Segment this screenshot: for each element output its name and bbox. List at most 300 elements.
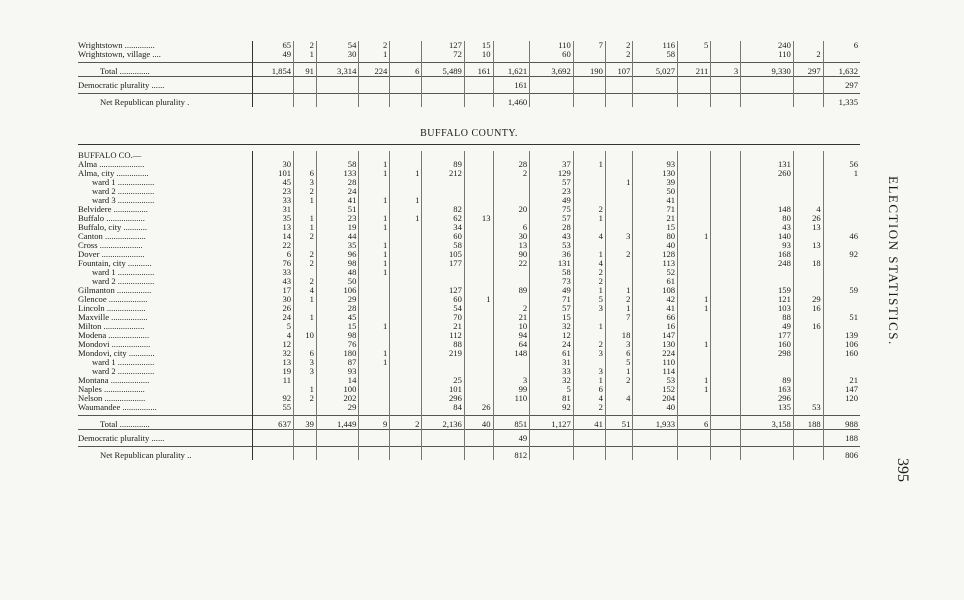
main-cell	[711, 403, 741, 412]
main-cell: 188	[823, 430, 860, 444]
main-cell	[793, 169, 823, 178]
main-cell: 13	[793, 241, 823, 250]
main-cell: 135	[741, 403, 794, 412]
main-cell: 130	[633, 340, 678, 349]
top-cell: 161	[493, 77, 530, 91]
main-cell: 16	[633, 322, 678, 331]
main-cell	[711, 349, 741, 358]
row-label: Total ..............	[78, 416, 252, 430]
main-cell	[294, 340, 317, 349]
main-cell: 41	[573, 416, 605, 430]
main-cell: 26	[793, 214, 823, 223]
main-cell	[793, 187, 823, 196]
table-row	[78, 169, 860, 178]
main-cell: 34	[422, 223, 464, 232]
top-cell	[711, 94, 741, 108]
side-title: ELECTION STATISTICS.	[886, 176, 901, 346]
main-cell	[390, 160, 422, 169]
main-cell: 45	[252, 178, 293, 187]
main-cell: 41	[633, 196, 678, 205]
main-cell	[741, 151, 794, 160]
main-cell	[493, 367, 530, 376]
main-cell: 49	[741, 322, 794, 331]
top-cell	[359, 94, 390, 108]
main-cell	[678, 151, 711, 160]
main-cell	[464, 313, 493, 322]
top-cell	[390, 50, 422, 59]
main-cell: 18	[605, 331, 633, 340]
main-cell: 75	[530, 205, 574, 214]
main-cell	[793, 196, 823, 205]
main-cell	[493, 196, 530, 205]
main-cell: 10	[493, 322, 530, 331]
top-cell: 6	[390, 63, 422, 77]
main-cell	[605, 277, 633, 286]
main-cell	[605, 187, 633, 196]
main-cell: 53	[793, 403, 823, 412]
main-cell	[711, 214, 741, 223]
main-cell: 81	[530, 394, 574, 403]
top-cell	[711, 41, 741, 50]
main-cell: 5	[605, 358, 633, 367]
main-cell: 29	[316, 403, 358, 412]
main-cell	[711, 160, 741, 169]
main-cell: 105	[422, 250, 464, 259]
main-cell	[464, 322, 493, 331]
main-cell	[633, 151, 678, 160]
main-cell	[711, 394, 741, 403]
main-cell	[823, 196, 860, 205]
main-cell	[530, 447, 574, 461]
main-cell	[573, 430, 605, 444]
top-cell	[530, 77, 574, 91]
main-cell: 159	[741, 286, 794, 295]
main-cell	[390, 241, 422, 250]
main-cell: 71	[530, 295, 574, 304]
main-cell: 3	[493, 376, 530, 385]
row-label: Dover ....................	[78, 250, 145, 259]
row-label: Modena ...................	[78, 331, 150, 340]
main-cell	[678, 178, 711, 187]
main-cell: 39	[294, 416, 317, 430]
main-cell: 3	[294, 367, 317, 376]
main-cell: 6	[605, 349, 633, 358]
main-cell	[678, 349, 711, 358]
main-cell	[793, 367, 823, 376]
main-cell: 80	[741, 214, 794, 223]
main-cell	[422, 178, 464, 187]
main-cell: 202	[316, 394, 358, 403]
main-cell: 11	[252, 376, 293, 385]
main-cell	[359, 205, 390, 214]
main-cell	[294, 447, 317, 461]
top-cell	[678, 50, 711, 59]
main-cell: 106	[823, 340, 860, 349]
main-cell: 13	[793, 223, 823, 232]
main-cell: 224	[633, 349, 678, 358]
main-cell: 57	[530, 214, 574, 223]
main-cell: 41	[316, 196, 358, 205]
main-cell	[793, 331, 823, 340]
main-cell	[823, 187, 860, 196]
main-cell	[605, 385, 633, 394]
top-cell	[711, 50, 741, 59]
main-cell	[390, 313, 422, 322]
main-cell: 12	[530, 331, 574, 340]
main-cell: 3	[573, 304, 605, 313]
table-row	[78, 232, 860, 241]
main-cell	[823, 259, 860, 268]
top-cell: 5,489	[422, 63, 464, 77]
main-cell: 14	[316, 376, 358, 385]
table-row	[78, 160, 860, 169]
main-cell: 106	[316, 286, 358, 295]
main-cell: 1	[294, 385, 317, 394]
main-cell	[252, 385, 293, 394]
row-label: Total ..............	[78, 63, 252, 77]
main-cell: 35	[252, 214, 293, 223]
main-cell	[678, 223, 711, 232]
main-cell	[464, 331, 493, 340]
main-cell: 57	[530, 178, 574, 187]
main-cell: 2	[605, 376, 633, 385]
table-row	[78, 304, 860, 313]
main-cell	[422, 277, 464, 286]
main-cell: 54	[422, 304, 464, 313]
main-cell	[390, 430, 422, 444]
main-cell	[823, 367, 860, 376]
row-label: Democratic plurality ......	[78, 430, 252, 444]
table-row	[78, 241, 860, 250]
table-row	[78, 94, 860, 108]
table-row	[78, 268, 860, 277]
top-cell	[252, 94, 293, 108]
main-cell: 1	[359, 250, 390, 259]
main-cell	[422, 187, 464, 196]
main-cell	[464, 286, 493, 295]
main-cell	[359, 232, 390, 241]
table-row	[78, 178, 860, 187]
main-cell: 15	[633, 223, 678, 232]
main-cell: 53	[633, 376, 678, 385]
main-cell: 5	[252, 322, 293, 331]
main-cell: 25	[422, 376, 464, 385]
table-row	[78, 394, 860, 403]
top-cell: 3	[711, 63, 741, 77]
main-cell: 2	[573, 340, 605, 349]
top-cell	[316, 94, 358, 108]
main-cell: 2	[573, 277, 605, 286]
main-cell: 2	[294, 187, 317, 196]
main-cell	[294, 304, 317, 313]
main-cell: 40	[633, 403, 678, 412]
main-cell: 1	[359, 268, 390, 277]
main-cell: 32	[252, 349, 293, 358]
main-cell	[605, 169, 633, 178]
main-cell	[741, 367, 794, 376]
main-cell: 3,158	[741, 416, 794, 430]
main-cell	[390, 268, 422, 277]
main-cell: 2	[294, 250, 317, 259]
main-cell: 298	[741, 349, 794, 358]
main-cell: 58	[530, 268, 574, 277]
main-cell: 56	[823, 160, 860, 169]
top-cell: 3,314	[316, 63, 358, 77]
main-cell: 296	[741, 394, 794, 403]
main-cell: 21	[633, 214, 678, 223]
main-cell: 80	[633, 232, 678, 241]
main-cell	[359, 447, 390, 461]
main-cell	[605, 214, 633, 223]
top-cell	[493, 41, 530, 50]
main-cell	[530, 151, 574, 160]
main-cell: 2	[573, 403, 605, 412]
main-cell	[390, 250, 422, 259]
main-cell	[605, 205, 633, 214]
main-cell: 1,449	[316, 416, 358, 430]
main-cell	[711, 178, 741, 187]
main-cell: 43	[530, 232, 574, 241]
main-cell	[493, 295, 530, 304]
main-cell	[711, 331, 741, 340]
main-cell: 101	[422, 385, 464, 394]
main-cell: 1	[573, 376, 605, 385]
main-cell: 84	[422, 403, 464, 412]
top-cell	[573, 94, 605, 108]
main-cell: 1	[359, 196, 390, 205]
main-cell	[464, 268, 493, 277]
main-cell: 61	[633, 277, 678, 286]
main-cell: 1	[359, 160, 390, 169]
main-cell	[464, 358, 493, 367]
main-cell	[390, 376, 422, 385]
main-cell: 177	[741, 331, 794, 340]
top-cell: 190	[573, 63, 605, 77]
main-cell: 49	[530, 286, 574, 295]
main-cell: 4	[252, 331, 293, 340]
main-cell: 89	[741, 376, 794, 385]
top-cell: 116	[633, 41, 678, 50]
main-cell	[464, 178, 493, 187]
main-cell: 140	[741, 232, 794, 241]
main-cell	[359, 367, 390, 376]
main-cell: 139	[823, 331, 860, 340]
main-cell	[390, 331, 422, 340]
top-cell: 2	[359, 41, 390, 50]
main-cell: 30	[252, 295, 293, 304]
main-cell: 15	[316, 322, 358, 331]
main-cell	[359, 385, 390, 394]
main-cell: 21	[493, 313, 530, 322]
top-cell: 224	[359, 63, 390, 77]
main-cell: 6	[294, 349, 317, 358]
section-title: BUFFALO COUNTY.	[420, 128, 518, 139]
main-cell: 5	[530, 385, 574, 394]
main-cell: 33	[530, 367, 574, 376]
main-cell: 71	[633, 205, 678, 214]
main-cell: 114	[633, 367, 678, 376]
main-cell	[605, 322, 633, 331]
main-cell: 147	[823, 385, 860, 394]
main-cell	[359, 403, 390, 412]
main-cell	[464, 169, 493, 178]
main-cell	[422, 358, 464, 367]
table-row	[78, 286, 860, 295]
main-cell: 1	[294, 223, 317, 232]
top-cell	[422, 94, 464, 108]
table-row	[78, 295, 860, 304]
main-cell	[678, 250, 711, 259]
main-cell: 1	[294, 313, 317, 322]
top-cell: 1,632	[823, 63, 860, 77]
main-cell	[633, 430, 678, 444]
main-cell	[294, 160, 317, 169]
main-cell: 62	[422, 214, 464, 223]
main-cell: 13	[493, 241, 530, 250]
table-row	[78, 313, 860, 322]
main-cell: 110	[493, 394, 530, 403]
main-cell: 1	[359, 241, 390, 250]
main-cell: 110	[633, 358, 678, 367]
main-cell: 1	[678, 304, 711, 313]
main-cell: 147	[633, 331, 678, 340]
main-cell	[252, 447, 293, 461]
main-cell: 19	[252, 367, 293, 376]
main-cell	[605, 223, 633, 232]
top-cell	[530, 94, 574, 108]
main-cell	[678, 313, 711, 322]
main-cell: 45	[316, 313, 358, 322]
top-cell	[823, 50, 860, 59]
main-cell: 46	[823, 232, 860, 241]
top-cell: 2	[605, 50, 633, 59]
main-cell	[464, 196, 493, 205]
main-cell	[823, 241, 860, 250]
main-cell: 66	[633, 313, 678, 322]
main-cell: 637	[252, 416, 293, 430]
top-cell	[294, 77, 317, 91]
main-cell	[422, 196, 464, 205]
table-row	[78, 63, 860, 77]
row-label: ward 2 .................	[92, 277, 155, 286]
main-cell	[359, 331, 390, 340]
main-cell	[422, 367, 464, 376]
main-cell: 48	[316, 268, 358, 277]
main-cell	[573, 169, 605, 178]
main-cell	[793, 250, 823, 259]
top-cell	[252, 77, 293, 91]
main-cell: 37	[530, 160, 574, 169]
table-row	[78, 349, 860, 358]
main-cell	[711, 313, 741, 322]
main-cell: 53	[530, 241, 574, 250]
main-cell	[294, 322, 317, 331]
table-row	[78, 250, 860, 259]
main-cell	[678, 160, 711, 169]
main-cell: 29	[316, 295, 358, 304]
table-row	[78, 50, 860, 59]
main-cell: 148	[493, 349, 530, 358]
main-cell: 92	[252, 394, 293, 403]
main-cell	[605, 403, 633, 412]
main-cell: 108	[633, 286, 678, 295]
main-cell	[252, 430, 293, 444]
main-cell	[390, 223, 422, 232]
main-cell	[359, 151, 390, 160]
page-number: 395	[894, 458, 911, 482]
main-cell: 3	[605, 232, 633, 241]
main-cell	[793, 349, 823, 358]
main-cell: 23	[316, 214, 358, 223]
main-cell	[711, 187, 741, 196]
main-cell: 50	[633, 187, 678, 196]
top-cell	[793, 41, 823, 50]
main-cell	[823, 205, 860, 214]
main-cell: 1	[605, 178, 633, 187]
main-cell: 2	[493, 169, 530, 178]
row-label: BUFFALO CO.—	[78, 151, 142, 160]
main-cell	[573, 313, 605, 322]
main-cell: 13	[252, 358, 293, 367]
main-cell	[711, 367, 741, 376]
top-cell: 58	[633, 50, 678, 59]
top-cell	[633, 77, 678, 91]
row-label: Buffalo, city ...........	[78, 223, 148, 232]
main-cell	[793, 232, 823, 241]
main-cell	[823, 268, 860, 277]
main-cell	[464, 187, 493, 196]
main-cell	[359, 187, 390, 196]
main-cell: 40	[633, 241, 678, 250]
main-cell: 90	[493, 250, 530, 259]
top-cell: 5,027	[633, 63, 678, 77]
top-cell	[793, 94, 823, 108]
main-cell	[359, 376, 390, 385]
main-cell: 43	[741, 223, 794, 232]
main-cell	[741, 277, 794, 286]
main-cell: 806	[823, 447, 860, 461]
main-cell: 49	[493, 430, 530, 444]
main-cell	[390, 358, 422, 367]
top-cell: 5	[678, 41, 711, 50]
main-cell: 33	[252, 196, 293, 205]
main-cell: 22	[493, 259, 530, 268]
main-cell	[390, 447, 422, 461]
table-row	[78, 259, 860, 268]
main-cell: 24	[530, 340, 574, 349]
row-label: ward 1 .................	[92, 178, 155, 187]
top-cell	[316, 77, 358, 91]
top-cell: 54	[316, 41, 358, 50]
main-cell	[464, 385, 493, 394]
main-cell	[741, 187, 794, 196]
main-cell	[678, 403, 711, 412]
main-cell: 57	[530, 304, 574, 313]
main-cell	[359, 286, 390, 295]
main-cell	[294, 151, 317, 160]
main-cell: 4	[573, 232, 605, 241]
main-cell: 131	[530, 259, 574, 268]
main-cell: 1	[678, 376, 711, 385]
main-cell	[493, 178, 530, 187]
main-cell	[793, 178, 823, 187]
table-row	[78, 385, 860, 394]
main-cell	[390, 394, 422, 403]
main-cell: 59	[823, 286, 860, 295]
main-cell: 21	[823, 376, 860, 385]
main-cell	[390, 385, 422, 394]
row-label: Mondovi ..................	[78, 340, 151, 349]
